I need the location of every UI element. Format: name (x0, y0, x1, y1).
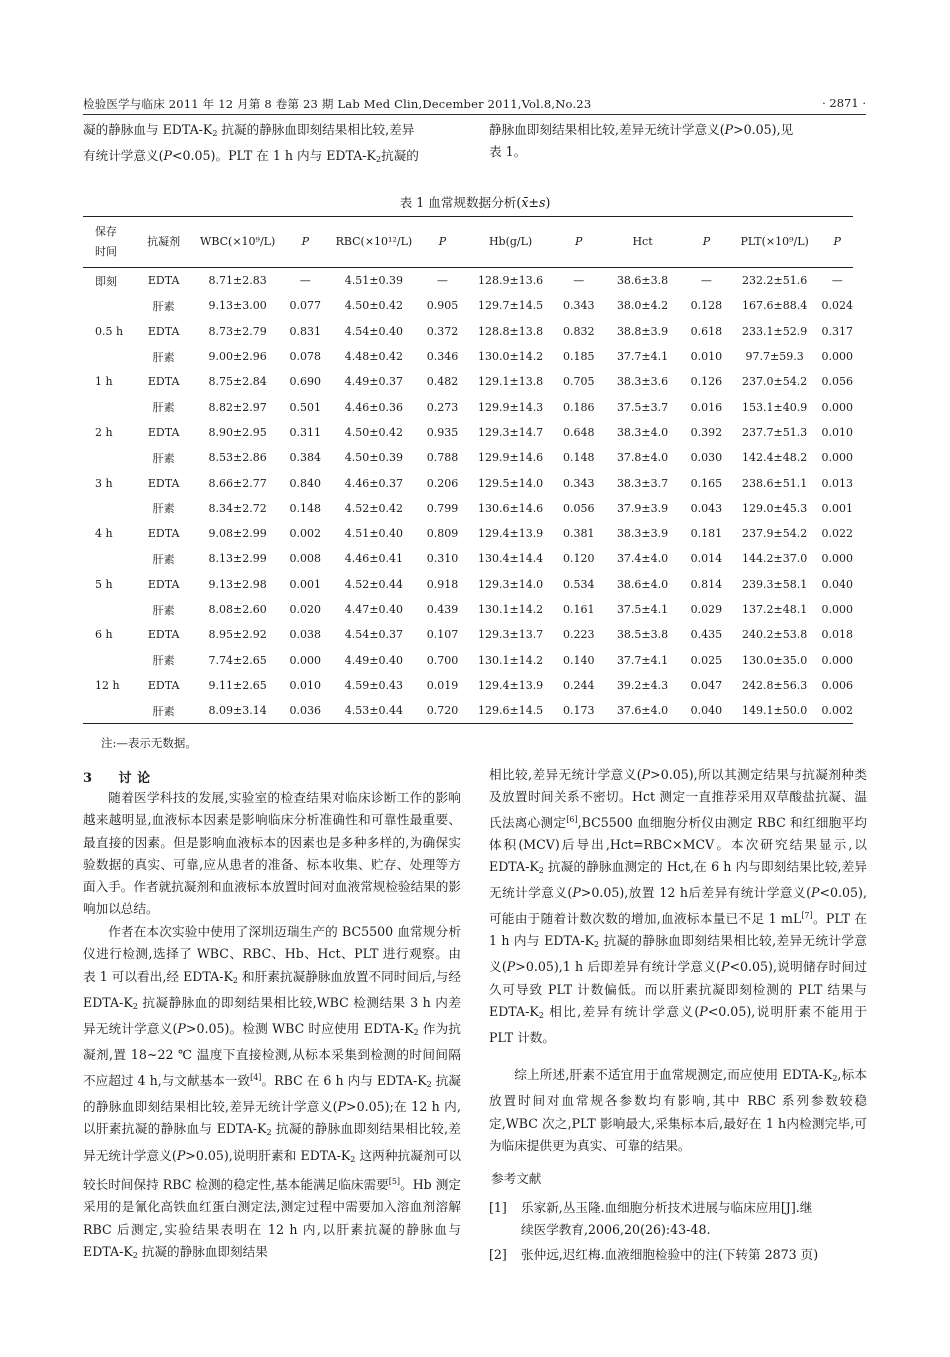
cell-anticoagulant: EDTA (147, 274, 180, 288)
reference-item: [2] 张仲远,迟红梅.血液细胞检验中的注(下转第 2873 页) (489, 1247, 819, 1262)
table-note: 注:—表示无数据。 (101, 736, 197, 750)
cell-anticoagulant: 肝素 (152, 401, 175, 415)
cell-rbc: 4.51±0.39 (344, 274, 403, 288)
discussion-paragraph-2: 作者在本次实验中使用了深圳迈瑞生产的 BC5500 血常规分析仪进行检测,选择了 WBC、RBC、Hb、Hct、PLT 进行观察。由表 1 可以看出,经 EDTA-$K_2$ 和肝素抗凝静脉血放置不同时间后,与经 EDTA-$K_2$ 抗凝静脉血的即刻结果相比较,WBC 检测结果 3 h 内差异无统计学意义(P>0.05)。检测 WBC 时应使用 EDTA-$K_2$ 作为抗凝剂,置 18~22 ℃ 温度下直接检测,从标本采集到检测的时间间隔不应超过 4 h,与文献基本一致[4]。RBC 在 6 h 内与 EDTA-$K_2$ 抗凝的静脉血即刻结果相比较,差异无统计学意义(P>0.05);在 12 h 内,以肝素抗凝的静脉血与 EDTA-$K_2$ 抗凝的静脉血即刻结果相比较,差异无统计学意义(P>0.05),说明肝素和 EDTA-$K_2$ 这两种抗凝剂可以较长时间保持 RBC 检测的稳定性,基本能满足临床需要[5]。Hb 测定采用的是氰化高铁血红蛋白测定法,测定过程中需要加入溶血剂溶解 RBC 后测定,实验结果表明在 12 h 内,以肝素抗凝的静脉血与 EDTA-$K_2$ 抗凝的静脉血即刻结果 (83, 924, 462, 1260)
cell-hb: 129.9±14.6 (477, 451, 544, 465)
cell-wbc: 8.13±2.99 (208, 552, 267, 566)
cell-p: 0.905 (426, 299, 459, 313)
cell-wbc: 8.75±2.84 (208, 375, 267, 389)
cell-p: 0.831 (289, 324, 322, 338)
table-row (83, 369, 853, 394)
cell-plt: 233.1±52.9 (742, 324, 808, 338)
cell-plt: 167.6±88.4 (742, 299, 808, 313)
cell-plt: 232.2±51.6 (742, 274, 808, 288)
table-row (83, 445, 853, 470)
cell-p: 0.705 (562, 375, 595, 389)
cell-p: 0.244 (562, 678, 595, 692)
section-heading: 3 讨 论 (83, 771, 151, 786)
cell-anticoagulant: EDTA (147, 628, 180, 642)
cell-hb: 129.5±14.0 (477, 476, 544, 490)
cell-anticoagulant: 肝素 (136, 698, 192, 724)
cell-rbc: 4.49±0.37 (344, 375, 403, 389)
cell-plt: 237.9±54.2 (742, 527, 808, 541)
cell-rbc: 4.49±0.40 (344, 653, 403, 667)
table-row (83, 572, 853, 597)
cell-p: 0.935 (426, 425, 459, 439)
cell-p: — (299, 274, 311, 288)
cell-hct: 39.2±4.3 (616, 678, 669, 692)
cell-rbc: 4.46±0.36 (344, 400, 403, 414)
cell-p: 0.000 (821, 552, 853, 566)
col-p: P (421, 217, 464, 268)
cell-time: 1 h (95, 375, 113, 389)
cell-hct: 38.3±3.7 (616, 476, 669, 490)
table-row (83, 673, 853, 698)
cell-p: 0.439 (426, 603, 459, 616)
cell-time: 5 h (95, 577, 113, 591)
cell-time: 4 h (95, 527, 113, 541)
table-row (83, 344, 853, 369)
cell-p: 0.165 (690, 476, 723, 490)
cell-p: 0.840 (289, 476, 322, 490)
cell-p: 0.078 (289, 350, 322, 364)
cell-plt: 129.0±45.3 (742, 501, 808, 515)
cell-plt: 144.2±37.0 (742, 552, 808, 566)
cell-plt: 137.2±48.1 (742, 603, 808, 616)
cell-hb: 129.9±14.3 (477, 400, 544, 414)
cell-p: 0.648 (562, 425, 595, 439)
cell-p: 0.010 (690, 350, 723, 364)
table-row (83, 268, 853, 294)
cell-rbc: 4.50±0.42 (344, 299, 403, 313)
col-wbc: WBC(×10⁹/L) (191, 217, 283, 268)
cell-rbc: 4.48±0.42 (344, 350, 403, 364)
cell-time (83, 445, 136, 470)
cell-rbc: 4.46±0.37 (344, 476, 403, 490)
cell-rbc: 4.50±0.42 (344, 425, 403, 439)
table-row (83, 597, 853, 622)
cell-p: 0.040 (685, 698, 728, 724)
cell-hb: 130.6±14.6 (477, 501, 544, 515)
col-p: P (557, 217, 600, 268)
cell-p: 0.014 (690, 552, 723, 566)
cell-p: 0.381 (562, 527, 595, 541)
cell-rbc: 4.54±0.37 (344, 628, 403, 642)
table-body (83, 268, 853, 724)
reference-item: [1] 乐家新,丛玉隆.血细胞分析技术进展与临床应用[J].继 续医学教育,2006,20(26):43-48. (489, 1200, 813, 1237)
cell-plt: 242.8±56.3 (742, 678, 808, 692)
cell-time: 6 h (95, 628, 113, 642)
cell-p: 0.020 (289, 603, 322, 616)
blood-routine-table (83, 216, 853, 724)
table-row (83, 546, 853, 571)
cell-p: 0.001 (289, 577, 322, 591)
cell-wbc: 8.66±2.77 (208, 476, 267, 490)
cell-wbc: 9.13±3.00 (208, 299, 267, 313)
table-row (83, 394, 853, 419)
cell-p: 0.029 (690, 603, 723, 616)
cell-hct: 37.4±4.0 (616, 552, 669, 566)
cell-plt: 240.2±53.8 (742, 628, 808, 642)
cell-time (83, 496, 136, 521)
cell-hb: 129.1±13.8 (477, 375, 544, 389)
cell-time (83, 293, 136, 318)
col-hct: Hct (600, 217, 685, 268)
table-header-row (83, 217, 853, 268)
cell-hct: 38.3±4.0 (616, 425, 669, 439)
cell-anticoagulant: 肝素 (152, 451, 175, 465)
cell-rbc: 4.52±0.44 (344, 577, 403, 591)
cell-plt: 238.6±51.1 (742, 476, 808, 490)
cell-wbc: 8.95±2.92 (208, 628, 267, 642)
cell-anticoagulant: 肝素 (152, 299, 175, 313)
header-rule (83, 114, 866, 115)
cell-p: 0.206 (426, 476, 459, 490)
cell-anticoagulant: 肝素 (152, 603, 175, 617)
cell-hb: 130.0±14.2 (477, 350, 544, 364)
cell-p: 0.025 (690, 653, 723, 667)
cell-anticoagulant: EDTA (147, 527, 180, 541)
cell-rbc: 4.53±0.44 (327, 698, 421, 724)
cell-p: 0.223 (562, 628, 595, 642)
cell-p: 0.186 (562, 400, 595, 414)
cell-p: 0.120 (562, 552, 595, 566)
cell-anticoagulant: EDTA (147, 577, 180, 591)
cell-hb: 128.8±13.8 (477, 324, 544, 338)
cell-p: 0.000 (821, 350, 853, 364)
cell-rbc: 4.52±0.42 (344, 501, 403, 515)
cell-hct: 38.8±3.9 (616, 324, 669, 338)
cell-p: 0.043 (690, 501, 723, 515)
discussion-paragraph-1: 随着医学科技的发展,实验室的检查结果对临床诊断工作的影响越来越明显,血液标本因素是影响临床分析准确性和可靠性最重要、最直接的因素。但是影响血液标本的因素也是多种多样的,为确保实验数据的真实、可靠,应从患者的准备、标本收集、贮存、处理等方面入手。作者就抗凝剂和血液标本放置时间对血液常规检验结果的影响加以总结。 (83, 790, 461, 917)
cell-time (83, 698, 136, 724)
page-number: · 2871 · (822, 96, 866, 110)
cell-plt: 153.1±40.9 (742, 400, 808, 414)
cell-rbc: 4.46±0.41 (344, 552, 403, 566)
cell-p: 0.534 (562, 577, 595, 591)
cell-p: 0.435 (690, 628, 723, 642)
cell-p: 0.002 (821, 698, 853, 724)
table-row (83, 622, 853, 647)
cell-hct: 38.6±4.0 (616, 577, 669, 591)
cell-p: 0.161 (562, 603, 595, 616)
cell-wbc: 9.08±2.99 (208, 527, 267, 541)
cell-rbc: 4.50±0.39 (344, 451, 403, 465)
cell-p: 0.181 (690, 527, 723, 541)
cell-anticoagulant: EDTA (147, 324, 180, 338)
cell-p: 0.343 (562, 299, 595, 313)
cell-wbc: 9.00±2.96 (208, 350, 267, 364)
cell-anticoagulant: EDTA (147, 476, 180, 490)
cell-p: 0.273 (426, 400, 459, 414)
cell-p: — (436, 274, 448, 288)
cell-p: 0.310 (426, 552, 459, 566)
discussion-paragraph-3: 相比较,差异无统计学意义(P>0.05),所以其测定结果与抗凝剂种类及放置时间关系不密切。Hct 测定一直推荐采用双草酸盐抗凝、温氏法离心测定[6],BC5500 血细胞分析仪由测定 RBC 和红细胞平均体积(MCV)后导出,Hct=RBC×MCV。本次研究结果显示,以 EDTA-$K_2$ 抗凝的静脉血测定的 Hct,在 6 h 内与即刻结果比较,差异无统计学意义(P>0.05),放置 12 h后差异有统计学意义(P<0.05),可能由于随着计数次数的增加,血液标本量已不足 1 mL[7]。PLT 在 1 h 内与 EDTA-$K_2$ 抗凝的静脉血即刻结果相比较,差异无统计学意义(P>0.05),1 h 后即差异有统计学意义(P<0.05),说明储存时间过久可导致 PLT 计数偏低。而以肝素抗凝即刻检测的 PLT 结果与 EDTA-$K_2$ 相比,差异有统计学意义(P<0.05),说明肝素不能用于 PLT 计数。 (489, 767, 868, 1046)
cell-p: 0.013 (821, 476, 853, 490)
cell-p: 0.000 (821, 603, 853, 616)
col-hb: Hb(g/L) (464, 217, 557, 268)
cell-p: 0.148 (289, 501, 322, 515)
cell-p: 0.173 (557, 698, 600, 724)
table-row (83, 521, 853, 546)
cell-plt: 142.4±48.2 (742, 451, 808, 465)
cell-time: 即刻 (95, 274, 117, 288)
cell-hct: 38.6±3.8 (616, 274, 669, 288)
cell-p: 0.107 (426, 628, 459, 642)
cell-p: 0.148 (562, 451, 595, 465)
cell-p: 0.016 (690, 400, 723, 414)
cell-anticoagulant: EDTA (147, 678, 180, 692)
cell-plt: 97.7±59.3 (745, 350, 804, 364)
col-time: 保存 时间 (83, 217, 136, 268)
cell-hct: 37.9±3.9 (616, 501, 669, 515)
cell-p: 0.720 (421, 698, 464, 724)
cell-p: 0.343 (562, 476, 595, 490)
cell-hb: 129.4±13.9 (477, 527, 544, 541)
cell-time (83, 344, 136, 369)
cell-anticoagulant: 肝素 (152, 350, 175, 364)
cell-p: 0.000 (821, 400, 853, 414)
cell-p: 0.038 (289, 628, 322, 642)
cell-p: 0.022 (821, 527, 853, 541)
cell-time (83, 546, 136, 571)
cell-time (83, 597, 136, 622)
cell-p: 0.000 (821, 451, 853, 465)
cell-p: 0.010 (821, 425, 853, 439)
cell-wbc: 7.74±2.65 (208, 653, 267, 667)
cell-wbc: 8.09±3.14 (191, 698, 283, 724)
top-paragraph-left: 凝的静脉血与 EDTA-$K_2$ 抗凝的静脉血即刻结果相比较,差异 有统计学意义(P<0.05)。PLT 在 1 h 内与 EDTA-$K_2$抗凝的 (83, 122, 419, 165)
col-p: P (284, 217, 327, 268)
cell-hct: 37.8±4.0 (616, 451, 669, 465)
table-row (83, 496, 853, 521)
cell-hct: 37.6±4.0 (600, 698, 685, 724)
cell-wbc: 8.08±2.60 (208, 603, 267, 616)
cell-p: 0.128 (690, 299, 723, 313)
cell-p: 0.814 (690, 577, 723, 591)
cell-p: 0.040 (821, 577, 853, 591)
cell-p: 0.799 (426, 501, 459, 515)
cell-wbc: 8.34±2.72 (208, 501, 267, 515)
cell-p: 0.700 (426, 653, 459, 667)
table-caption: 表 1 血常规数据分析(x̄±s) (399, 195, 551, 210)
cell-p: 0.311 (289, 425, 322, 439)
cell-p: 0.618 (690, 324, 723, 338)
cell-p: 0.372 (426, 324, 459, 338)
cell-p: 0.036 (284, 698, 327, 724)
cell-wbc: 8.71±2.83 (208, 274, 267, 288)
table-row (83, 470, 853, 495)
cell-p: 0.501 (289, 400, 322, 414)
cell-p: — (831, 274, 843, 288)
cell-p: 0.018 (821, 628, 853, 642)
references-heading: 参考文献 (491, 1171, 542, 1186)
table-row (83, 647, 853, 672)
cell-wbc: 9.11±2.65 (208, 678, 267, 692)
cell-p: 0.384 (289, 451, 322, 465)
cell-anticoagulant: EDTA (147, 375, 180, 389)
cell-p: 0.008 (289, 552, 322, 566)
col-anticoagulant: 抗凝剂 (136, 217, 192, 268)
top-paragraph-right: 静脉血即刻结果相比较,差异无统计学意义(P>0.05),见 表 1。 (489, 122, 794, 160)
cell-hct: 38.3±3.6 (616, 375, 669, 389)
cell-time (83, 647, 136, 672)
cell-wbc: 8.82±2.97 (208, 400, 267, 414)
cell-hct: 38.0±4.2 (616, 299, 669, 313)
cell-wbc: 8.53±2.86 (208, 451, 267, 465)
cell-rbc: 4.59±0.43 (344, 678, 403, 692)
cell-p: 0.832 (562, 324, 595, 338)
cell-rbc: 4.47±0.40 (344, 603, 403, 616)
cell-time: 2 h (95, 425, 113, 439)
col-plt: PLT(×10⁹/L) (728, 217, 822, 268)
cell-plt: 149.1±50.0 (728, 698, 822, 724)
cell-time: 0.5 h (95, 324, 124, 338)
cell-rbc: 4.54±0.40 (344, 324, 403, 338)
cell-hct: 37.5±3.7 (616, 400, 669, 414)
cell-p: — (573, 274, 585, 288)
col-p: P (821, 217, 853, 268)
cell-p: 0.788 (426, 451, 459, 465)
cell-hb: 130.4±14.4 (477, 552, 544, 566)
discussion-paragraph-4: 综上所述,肝素不适宜用于血常规测定,而应使用 EDTA-$K_2$,标本放置时间对血常规各参数均有影响,其中 RBC 系列参数较稳定,WBC 次之,PLT 影响最大,采集标本后,最好在 1 h内检测完毕,可为临床提供更为真实、可靠的结果。 (489, 1067, 867, 1153)
cell-time (83, 394, 136, 419)
cell-p: 0.056 (821, 375, 853, 389)
cell-p: 0.019 (426, 678, 459, 692)
cell-wbc: 9.13±2.98 (208, 577, 267, 591)
cell-p: 0.000 (289, 653, 322, 667)
cell-plt: 237.7±51.3 (742, 425, 808, 439)
cell-p: 0.002 (289, 527, 322, 541)
cell-p: 0.030 (690, 451, 723, 465)
col-rbc: RBC(×10¹²/L) (327, 217, 421, 268)
cell-hb: 129.7±14.5 (477, 299, 544, 313)
cell-hct: 38.3±3.9 (616, 527, 669, 541)
cell-anticoagulant: 肝素 (152, 654, 175, 668)
table-row (83, 319, 853, 344)
cell-hct: 37.5±4.1 (616, 603, 669, 616)
cell-p: 0.126 (690, 375, 723, 389)
cell-anticoagulant: EDTA (147, 425, 180, 439)
cell-time: 12 h (95, 678, 120, 692)
cell-anticoagulant: 肝素 (152, 502, 175, 516)
running-header: 检验医学与临床 2011 年 12 月第 8 卷第 23 期 Lab Med Clin,December 2011,Vol.8,No.23 (83, 97, 592, 111)
cell-p: 0.317 (821, 324, 853, 338)
cell-hb: 129.3±14.7 (477, 425, 544, 439)
cell-p: 0.346 (426, 350, 459, 364)
cell-hct: 37.7±4.1 (616, 653, 669, 667)
cell-p: 0.006 (821, 678, 853, 692)
cell-wbc: 8.90±2.95 (208, 425, 267, 439)
table-row (83, 698, 853, 724)
cell-p: 0.000 (821, 653, 853, 667)
cell-p: 0.024 (821, 299, 853, 313)
cell-plt: 237.0±54.2 (742, 375, 808, 389)
cell-hb: 129.3±13.7 (477, 628, 544, 642)
cell-plt: 239.3±58.1 (742, 577, 808, 591)
cell-p: 0.392 (690, 425, 723, 439)
cell-hct: 38.5±3.8 (616, 628, 669, 642)
cell-p: 0.918 (426, 577, 459, 591)
cell-hb: 129.6±14.5 (464, 698, 557, 724)
cell-p: — (700, 274, 712, 288)
cell-p: 0.482 (426, 375, 459, 389)
cell-hb: 128.9±13.6 (477, 274, 544, 288)
col-p: P (685, 217, 728, 268)
table-row (83, 293, 853, 318)
cell-p: 0.690 (289, 375, 322, 389)
table-row (83, 420, 853, 445)
cell-p: 0.809 (426, 527, 459, 541)
cell-anticoagulant: 肝素 (152, 552, 175, 566)
cell-p: 0.001 (821, 501, 853, 515)
cell-p: 0.056 (562, 501, 595, 515)
cell-hb: 130.1±14.2 (477, 653, 544, 667)
cell-hb: 129.3±14.0 (477, 577, 544, 591)
cell-hb: 130.1±14.2 (477, 603, 544, 616)
cell-wbc: 8.73±2.79 (208, 324, 267, 338)
cell-p: 0.077 (289, 299, 322, 313)
cell-rbc: 4.51±0.40 (344, 527, 403, 541)
cell-p: 0.140 (562, 653, 595, 667)
cell-hb: 129.4±13.9 (477, 678, 544, 692)
cell-p: 0.185 (562, 350, 595, 364)
cell-p: 0.010 (289, 678, 322, 692)
cell-p: 0.047 (690, 678, 723, 692)
cell-hct: 37.7±4.1 (616, 350, 669, 364)
cell-plt: 130.0±35.0 (742, 653, 808, 667)
cell-time: 3 h (95, 476, 113, 490)
